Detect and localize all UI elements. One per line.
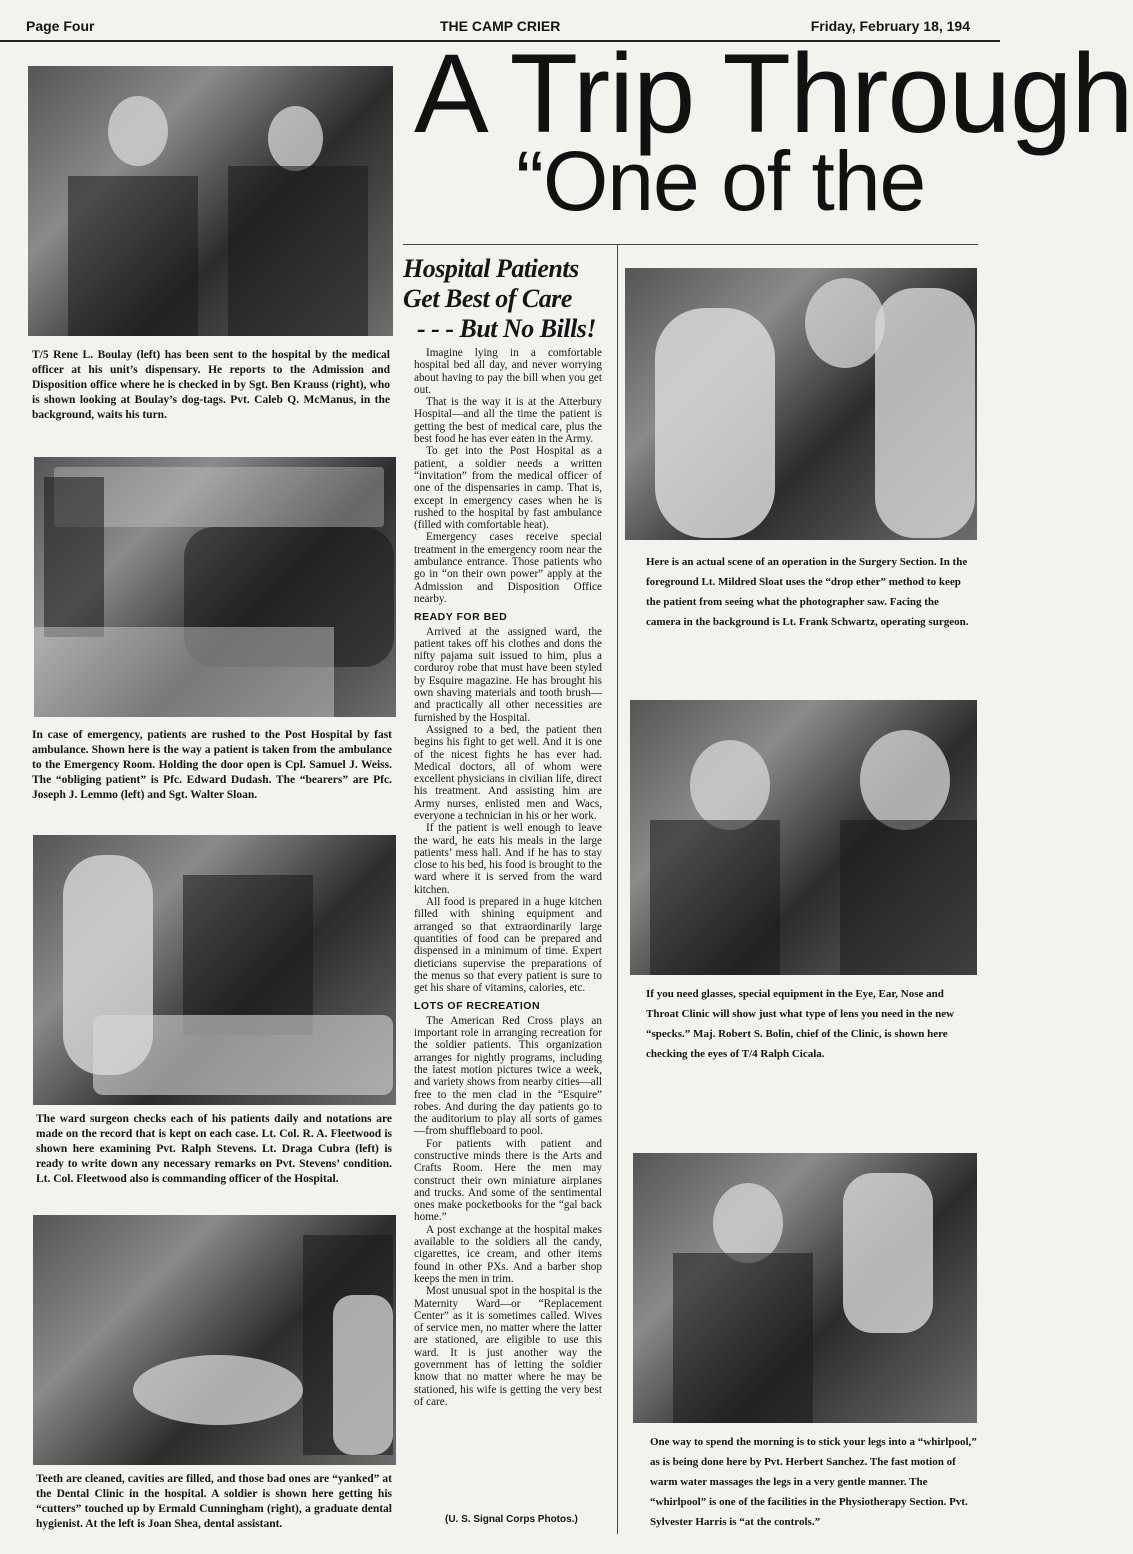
article-paragraph: To get into the Post Hospital as a patient, a soldier needs a written “invitation” from the medical officer of one of the dispensaries in camp. That is, except in emergency cases when he is rushed to the hospital by fast ambulance (filled with comfortable heat). xyxy=(414,445,602,532)
photo-credit: (U. S. Signal Corps Photos.) xyxy=(445,1514,578,1525)
photo-whirlpool xyxy=(633,1153,977,1423)
paper-name: THE CAMP CRIER xyxy=(440,18,561,34)
article-paragraph: That is the way it is at the Atterbury Hospital—and all the time the patient is getting the best of medical care, plus the best food he has ever eaten in the Army. xyxy=(414,396,602,446)
photo-admission-office xyxy=(28,66,393,336)
article-paragraph: For patients with patient and constructive minds there is the Arts and Crafts Room. Here the men may construct their own miniature airplanes and trucks. And some of the sentimental ones make pocketbooks for the “gal back home.” xyxy=(414,1137,602,1224)
subhead-line-3: - - - But No Bills! xyxy=(417,314,597,343)
article-paragraph: Imagine lying in a comfortable hospital bed all day, and never worrying about having to pay the bill when you get out. xyxy=(414,347,602,396)
headline-rule xyxy=(403,244,978,245)
photo-surgery xyxy=(625,268,977,540)
article-subhead xyxy=(403,254,613,344)
article-paragraph: Arrived at the assigned ward, the patient takes off his clothes and dons the nifty pajama suit issued to him, plus a corduroy robe that must have been styled by Esquire magazine. He has brought his own shaving materials and tooth brush—and practically all other necessities are furnished by the Hospital. xyxy=(414,625,602,724)
subhead-line-2: Get Best of Care xyxy=(403,284,572,313)
photo-eye-clinic xyxy=(630,700,977,975)
headline-line-2: “One of the xyxy=(516,134,926,228)
caption-admission: T/5 Rene L. Boulay (left) has been sent to the hospital by the medical officer at his unit’s dispensary. He reports to the Admission and Disposition office where he is checked in by Sgt. Ben Krauss (right), who is shown looking at Boulay’s dog-tags. Pvt. Caleb Q. McManus, in the background, waits his turn. xyxy=(32,349,390,421)
subhead-line-1: Hospital Patients xyxy=(403,254,579,283)
headline-line-1: A Trip Through xyxy=(414,31,1133,156)
article-body xyxy=(414,347,602,1408)
caption-eye-clinic: If you need glasses, special equipment in the Eye, Ear, Nose and Throat Clinic will show just what type of lens you need in the new “specks.” Maj. Robert S. Bolin, chief of the Clinic, is shown here checking the eyes of T/4 Ralph Cicala. xyxy=(646,988,955,1060)
article-paragraph: If the patient is well enough to leave the ward, he eats his meals in the large patients’ mess hall. And if he has to stay close to his bed, his food is brought to the ward where it is served from the ward kitchen. xyxy=(414,822,602,896)
article-paragraph: Assigned to a bed, the patient then begins his fight to get well. And it is one of the nicest fights he has ever had. Medical doctors, all of whom were excellent physicians in civilian life, direct his treatment. And assisting him are Army nurses, enlisted men and Wacs, everyone a technician in his or her work. xyxy=(414,723,602,822)
photo-ward-surgeon xyxy=(33,835,396,1105)
page-label: Page Four xyxy=(26,18,95,34)
article-paragraph: Most unusual spot in the hospital is the Maternity Ward—or “Replacement Center” as it is sometimes called. Wives of service men, no matter where the latter are stationed, are eligible to use this ward. It is just another way the government has of letting the soldier know that no matter where he may be stationed, his wife is getting the very best of care. xyxy=(414,1285,602,1408)
issue-date: Friday, February 18, 194 xyxy=(810,18,970,34)
article-paragraph: The American Red Cross plays an important role in arranging recreation for the soldier patients. This organization arranges for nightly programs, including the latest motion pictures twice a week, and variety shows from nearby cities—all free to the men clad in the “Esquire” robes. And during the day patients go to the auditorium to play all sorts of games—from shuffleboard to pool. xyxy=(414,1014,602,1138)
section-heading-recreation: LOTS OF RECREATION xyxy=(414,1000,541,1013)
photo-dental-clinic xyxy=(33,1215,396,1465)
caption-ambulance: In case of emergency, patients are rushed to the Post Hospital by fast ambulance. Shown here is the way a patient is taken from the ambulance to the Emergency Room. Holding the door open is Cpl. Samuel J. Weiss. The “obliging patient” is Pfc. Edward Dudash. The “bearers” are Pfc. Joseph J. Lemmo (left) and Sgt. Walter Sloan. xyxy=(32,729,392,801)
article-paragraph: Emergency cases receive special treatment in the emergency room near the ambulance entrance. Those patients who go in “on their own power” apply at the Admission and Disposition Office nearby. xyxy=(414,531,602,605)
caption-ward-surgeon: The ward surgeon checks each of his patients daily and notations are made on the record that is kept on each case. Lt. Col. R. A. Fleetwood is shown here examining Pvt. Ralph Stevens. Lt. Draga Cubra (left) is ready to write down any necessary remarks on Pvt. Stevens’ condition. Lt. Col. Fleetwood also is commanding officer of the Hospital. xyxy=(36,1113,392,1185)
section-heading-ready-for-bed: READY FOR BED xyxy=(414,611,508,624)
column-rule xyxy=(617,244,618,1534)
caption-surgery: Here is an actual scene of an operation in the Surgery Section. In the foreground Lt. Mildred Sloat uses the “drop ether” method to keep the patient from seeing what the photographer saw. Facing the camera in the background is Lt. Frank Schwartz, operating surgeon. xyxy=(646,556,969,628)
caption-dental: Teeth are cleaned, cavities are filled, and those bad ones are “yanked” at the Dental Clinic in the hospital. A soldier is shown here getting his “cutters” touched up by Ermald Cunningham (right), a graduate dental hygienist. At the left is Joan Shea, dental assistant. xyxy=(36,1473,392,1530)
article-paragraph: A post exchange at the hospital makes available to the soldiers all the candy, cigarettes, ice cream, and other items found in other PXs. And a barber shop keeps the men in trim. xyxy=(414,1223,602,1285)
photo-ambulance xyxy=(34,457,396,717)
article-paragraph: All food is prepared in a huge kitchen filled with shining equipment and arranged so that extraordinarily large quantities of food can be prepared and dispensed in a minimum of time. Expert dieticians supervise the preparations of the menus so that every patient is sure to get his share of vitamins, calories, etc. xyxy=(414,896,602,995)
caption-whirlpool: One way to spend the morning is to stick your legs into a “whirlpool,” as is being done here by Pvt. Herbert Sanchez. The fast motion of warm water massages the legs in a very gentle manner. The “whirlpool” is one of the facilities in the Physiotherapy Section. Pvt. Sylvester Harris is “at the controls.” xyxy=(650,1436,977,1528)
